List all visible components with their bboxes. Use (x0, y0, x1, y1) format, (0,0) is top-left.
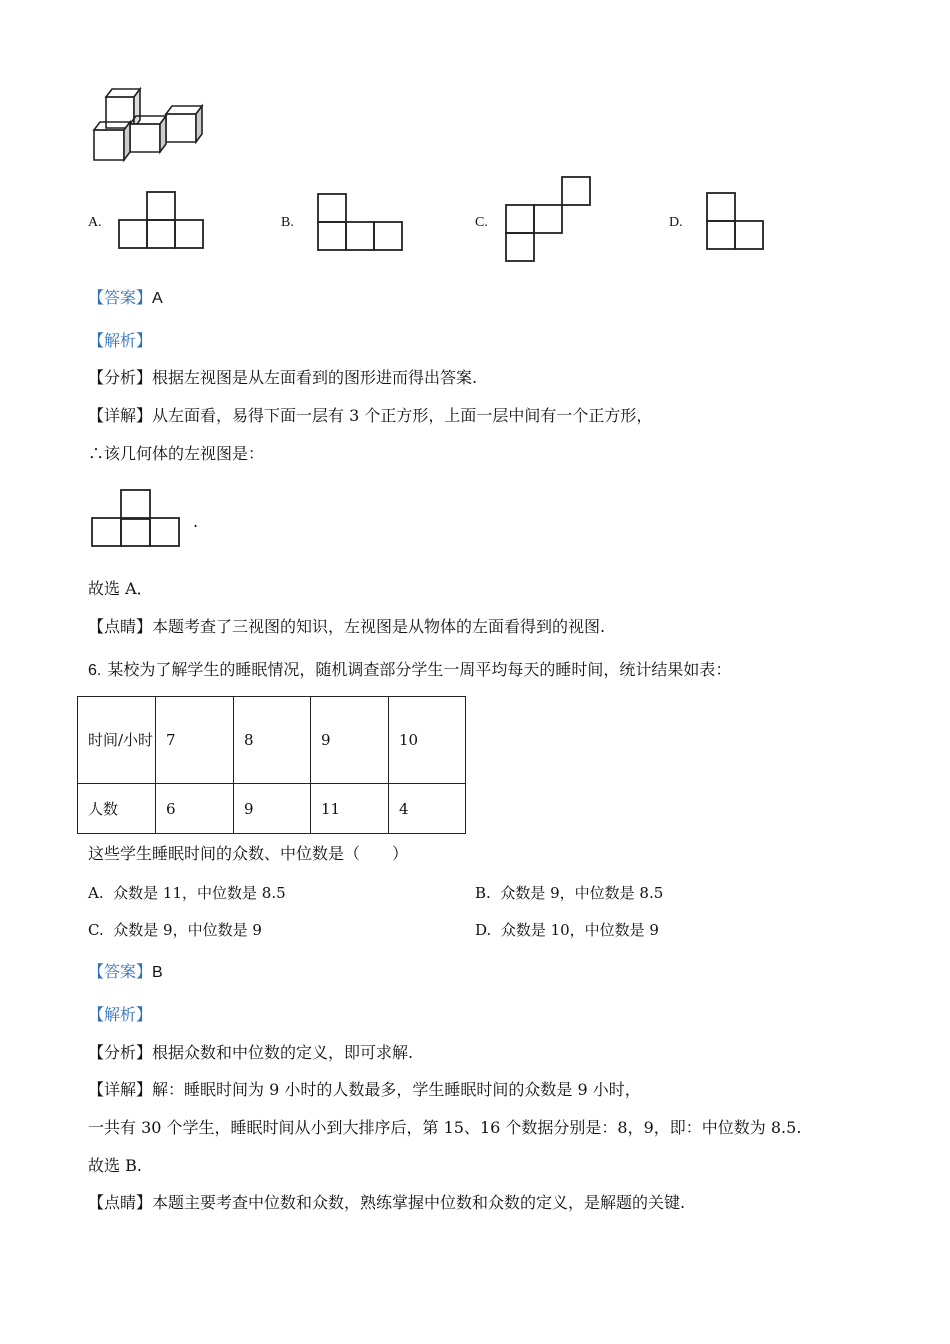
q6-choose: 故选 B. (88, 1156, 142, 1175)
table-cell: 人数 (78, 784, 156, 834)
cube-stack-figure (88, 84, 213, 164)
dianjing-text: 本题考查了三视图的知识，左视图是从物体的左面看得到的视图. (152, 617, 606, 636)
q6-analysis-tag: 【解析】 (88, 1005, 153, 1024)
table-header-cell: 9 (311, 697, 389, 784)
option-label: D. (475, 921, 492, 939)
q6-question: 这些学生睡眠时间的众数、中位数是（ ） (88, 844, 409, 863)
table-row (78, 697, 466, 784)
q5-analysis-tag: 【解析】 (88, 331, 153, 350)
table-cell: 11 (311, 784, 389, 834)
q6-option-a (88, 882, 286, 903)
q6-option-c (88, 919, 262, 940)
table-header-cell: 10 (389, 697, 466, 784)
q5-xiangjie (88, 406, 652, 426)
fenxi-text: 根据众数和中位数的定义，即可求解. (152, 1043, 414, 1062)
table-row (78, 784, 466, 834)
xiangjie-text: 解：睡眠时间为 9 小时的人数最多，学生睡眠时间的众数是 9 小时， (152, 1080, 641, 1099)
dianjing-text: 本题主要考查中位数和众数，熟练掌握中位数和众数的定义，是解题的关键. (152, 1193, 686, 1212)
question-number: 6. (88, 662, 102, 679)
q6-xiangjie (88, 1080, 641, 1100)
q5-answer (88, 288, 163, 309)
option-text: 众数是 9，中位数是 9 (113, 921, 262, 939)
figure-option-d (706, 192, 768, 252)
answer-tag: 【答案】 (88, 962, 153, 981)
figure-option-c (505, 176, 595, 266)
figure-option-b (317, 193, 407, 251)
xiangjie-tag: 【详解】 (88, 406, 153, 425)
q5-fenxi (88, 368, 477, 388)
option-text: 众数是 11，中位数是 8.5 (113, 884, 286, 902)
left-view-period: . (193, 512, 199, 531)
option-text: 众数是 9，中位数是 8.5 (500, 884, 664, 902)
q5-dianjing (88, 617, 605, 637)
table-header-cell: 8 (234, 697, 311, 784)
option-label: C. (88, 921, 104, 939)
dianjing-tag: 【点睛】 (88, 1193, 153, 1212)
left-view-figure (91, 489, 183, 549)
fenxi-tag: 【分析】 (88, 1043, 153, 1062)
fenxi-text: 根据左视图是从左面看到的图形进而得出答案. (152, 368, 478, 387)
dianjing-tag: 【点睛】 (88, 617, 153, 636)
option-text: 众数是 10，中位数是 9 (500, 921, 659, 939)
q5-therefore: ∴该几何体的左视图是： (88, 444, 265, 463)
q6-option-d (475, 919, 659, 940)
table-cell: 6 (156, 784, 234, 834)
answer-value: A (152, 290, 163, 307)
q6-fenxi (88, 1043, 413, 1063)
figure-option-b-label: B. (281, 215, 294, 230)
xiangjie-tag: 【详解】 (88, 1080, 153, 1099)
answer-value: B (152, 964, 163, 981)
answer-tag: 【答案】 (88, 288, 153, 307)
figure-option-a (118, 191, 208, 249)
fenxi-tag: 【分析】 (88, 368, 153, 387)
table-header-cell: 时间/小时 (78, 697, 156, 784)
q5-choose: 故选 A． (88, 579, 153, 598)
q6-line2: 一共有 30 个学生，睡眠时间从小到大排序后，第 15、16 个数据分别是：8，9，即：中位数为 8.5. (88, 1118, 802, 1137)
q6-answer (88, 962, 163, 983)
table-header-cell: 7 (156, 697, 234, 784)
table-cell: 9 (234, 784, 311, 834)
question-stem: 某校为了解学生的睡眠情况，随机调查部分学生一周平均每天的睡时间，统计结果如表： (107, 660, 732, 679)
figure-option-c-label: C. (475, 215, 488, 230)
option-label: A. (88, 884, 104, 902)
figure-option-a-label: A. (88, 215, 102, 230)
xiangjie-text: 从左面看，易得下面一层有 3 个正方形，上面一层中间有一个正方形， (152, 406, 653, 425)
sleep-table (77, 696, 466, 834)
q6-stem (88, 660, 731, 681)
table-cell: 4 (389, 784, 466, 834)
q6-option-b (475, 882, 663, 903)
q6-dianjing (88, 1193, 685, 1213)
option-label: B. (475, 884, 491, 902)
figure-option-d-label: D. (669, 215, 683, 230)
